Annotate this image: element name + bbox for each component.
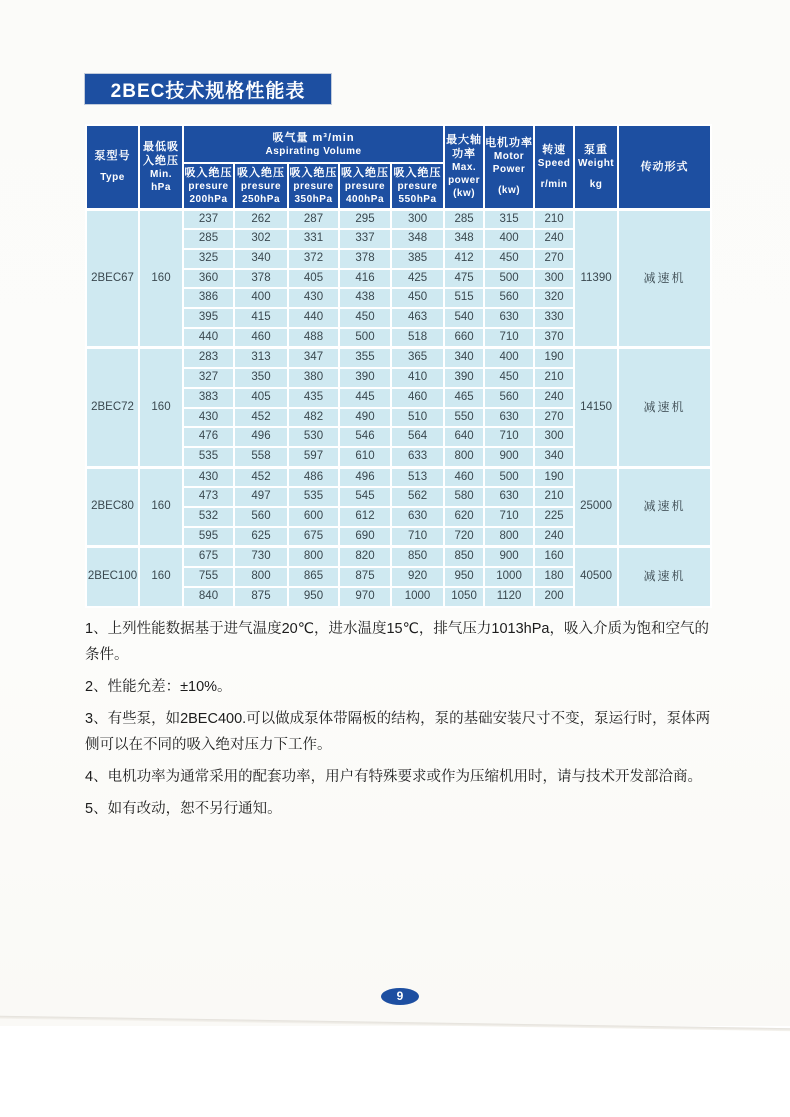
motor-power-cell: 710 — [484, 328, 534, 348]
header-drive-type: 传动形式 — [618, 125, 711, 209]
header-pressure-250: 吸入绝压 presure 250hPa — [234, 163, 288, 209]
max-power-cell: 720 — [444, 527, 484, 547]
max-power-cell: 580 — [444, 487, 484, 507]
motor-power-cell: 400 — [484, 348, 534, 368]
motor-power-cell: 710 — [484, 507, 534, 527]
volume-250-cell: 875 — [234, 587, 288, 607]
weight-cell: 14150 — [574, 348, 618, 467]
drive-type-cell: 减速机 — [618, 547, 711, 607]
motor-power-cell: 315 — [484, 209, 534, 229]
header-weight: 泵重 Weight kg — [574, 125, 618, 209]
max-power-cell: 515 — [444, 288, 484, 308]
volume-400-cell: 390 — [339, 368, 391, 388]
volume-550-cell: 425 — [391, 269, 444, 289]
volume-400-cell: 378 — [339, 249, 391, 269]
volume-200-cell: 360 — [183, 269, 234, 289]
volume-350-cell: 482 — [288, 408, 339, 428]
speed-cell: 370 — [534, 328, 574, 348]
volume-350-cell: 597 — [288, 447, 339, 467]
volume-350-cell: 950 — [288, 587, 339, 607]
volume-550-cell: 460 — [391, 388, 444, 408]
pump-type-cell: 2BEC80 — [86, 467, 139, 547]
max-power-cell: 465 — [444, 388, 484, 408]
max-power-cell: 285 — [444, 209, 484, 229]
volume-250-cell: 800 — [234, 567, 288, 587]
table-body — [86, 209, 711, 607]
max-power-cell: 850 — [444, 547, 484, 567]
volume-250-cell: 340 — [234, 249, 288, 269]
volume-250-cell: 378 — [234, 269, 288, 289]
volume-250-cell: 350 — [234, 368, 288, 388]
note-4: 4、电机功率为通常采用的配套功率，用户有特殊要求或作为压缩机用时，请与技术开发部洽商。 — [85, 769, 703, 785]
max-power-cell: 340 — [444, 348, 484, 368]
volume-250-cell: 460 — [234, 328, 288, 348]
page-number: 9 — [396, 989, 404, 1003]
header-motor-power: 电机功率 Motor Power (kw) — [484, 125, 534, 209]
volume-350-cell: 372 — [288, 249, 339, 269]
speed-cell: 300 — [534, 269, 574, 289]
speed-cell: 240 — [534, 229, 574, 249]
header-speed: 转速 Speed r/min — [534, 125, 574, 209]
max-power-cell: 412 — [444, 249, 484, 269]
table-header — [86, 125, 711, 209]
min-pressure-cell: 160 — [139, 467, 183, 547]
volume-350-cell: 488 — [288, 328, 339, 348]
volume-200-cell: 532 — [183, 507, 234, 527]
speed-cell: 270 — [534, 249, 574, 269]
motor-power-cell: 630 — [484, 408, 534, 428]
volume-250-cell: 302 — [234, 229, 288, 249]
volume-400-cell: 295 — [339, 209, 391, 229]
volume-550-cell: 513 — [391, 467, 444, 487]
motor-power-cell: 710 — [484, 427, 534, 447]
volume-400-cell: 450 — [339, 308, 391, 328]
motor-power-cell: 1000 — [484, 567, 534, 587]
volume-550-cell: 633 — [391, 447, 444, 467]
volume-550-cell: 518 — [391, 328, 444, 348]
volume-400-cell: 546 — [339, 427, 391, 447]
page-title-text: 2BEC技术规格性能表 — [110, 80, 306, 102]
volume-250-cell: 625 — [234, 527, 288, 547]
max-power-cell: 1050 — [444, 587, 484, 607]
motor-power-cell: 400 — [484, 229, 534, 249]
volume-400-cell: 970 — [339, 587, 391, 607]
max-power-cell: 800 — [444, 447, 484, 467]
max-power-cell: 640 — [444, 427, 484, 447]
pump-type-cell: 2BEC72 — [86, 348, 139, 467]
volume-200-cell: 430 — [183, 408, 234, 428]
note-1: 1、上列性能数据基于进气温度20℃，进水温度15℃，排气压力1013hPa，吸入介质为饱和空气的条件。 — [85, 621, 709, 663]
volume-250-cell: 560 — [234, 507, 288, 527]
volume-400-cell: 445 — [339, 388, 391, 408]
volume-550-cell: 450 — [391, 288, 444, 308]
volume-400-cell: 610 — [339, 447, 391, 467]
volume-350-cell: 405 — [288, 269, 339, 289]
volume-200-cell: 283 — [183, 348, 234, 368]
max-power-cell: 540 — [444, 308, 484, 328]
header-pressure-550: 吸入绝压 presure 550hPa — [391, 163, 444, 209]
volume-400-cell: 416 — [339, 269, 391, 289]
table-row — [86, 467, 711, 487]
header-pressure-200: 吸入绝压 presure 200hPa — [183, 163, 234, 209]
volume-550-cell: 630 — [391, 507, 444, 527]
volume-350-cell: 675 — [288, 527, 339, 547]
volume-350-cell: 331 — [288, 229, 339, 249]
max-power-cell: 475 — [444, 269, 484, 289]
page-number-badge — [381, 988, 419, 1005]
speed-cell: 160 — [534, 547, 574, 567]
volume-250-cell: 262 — [234, 209, 288, 229]
volume-350-cell: 535 — [288, 487, 339, 507]
motor-power-cell: 900 — [484, 547, 534, 567]
speed-cell: 210 — [534, 487, 574, 507]
max-power-cell: 550 — [444, 408, 484, 428]
volume-200-cell: 440 — [183, 328, 234, 348]
header-aspirating-volume: 吸气量 m³/min Aspirating Volume — [183, 125, 444, 163]
volume-250-cell: 452 — [234, 467, 288, 487]
max-power-cell: 950 — [444, 567, 484, 587]
motor-power-cell: 560 — [484, 388, 534, 408]
max-power-cell: 390 — [444, 368, 484, 388]
volume-200-cell: 675 — [183, 547, 234, 567]
header-pressure-400: 吸入绝压 presure 400hPa — [339, 163, 391, 209]
volume-550-cell: 463 — [391, 308, 444, 328]
weight-cell: 11390 — [574, 209, 618, 348]
volume-400-cell: 500 — [339, 328, 391, 348]
volume-550-cell: 564 — [391, 427, 444, 447]
motor-power-cell: 800 — [484, 527, 534, 547]
motor-power-cell: 630 — [484, 308, 534, 328]
speed-cell: 210 — [534, 209, 574, 229]
min-pressure-cell: 160 — [139, 209, 183, 348]
volume-550-cell: 410 — [391, 368, 444, 388]
volume-400-cell: 545 — [339, 487, 391, 507]
volume-550-cell: 850 — [391, 547, 444, 567]
header-min-pressure: 最低吸入绝压 Min. hPa — [139, 125, 183, 209]
spec-table — [85, 124, 712, 608]
volume-200-cell: 383 — [183, 388, 234, 408]
motor-power-cell: 450 — [484, 368, 534, 388]
min-pressure-cell: 160 — [139, 348, 183, 467]
volume-350-cell: 287 — [288, 209, 339, 229]
speed-cell: 210 — [534, 368, 574, 388]
volume-200-cell: 237 — [183, 209, 234, 229]
drive-type-cell: 减速机 — [618, 467, 711, 547]
volume-350-cell: 380 — [288, 368, 339, 388]
speed-cell: 270 — [534, 408, 574, 428]
volume-400-cell: 496 — [339, 467, 391, 487]
volume-200-cell: 395 — [183, 308, 234, 328]
volume-350-cell: 800 — [288, 547, 339, 567]
header-pressure-350: 吸入绝压 presure 350hPa — [288, 163, 339, 209]
volume-200-cell: 595 — [183, 527, 234, 547]
volume-400-cell: 355 — [339, 348, 391, 368]
motor-power-cell: 500 — [484, 467, 534, 487]
speed-cell: 300 — [534, 427, 574, 447]
table-row — [86, 348, 711, 368]
table-row — [86, 547, 711, 567]
volume-350-cell: 865 — [288, 567, 339, 587]
volume-200-cell: 840 — [183, 587, 234, 607]
volume-400-cell: 337 — [339, 229, 391, 249]
speed-cell: 190 — [534, 348, 574, 368]
volume-550-cell: 562 — [391, 487, 444, 507]
volume-250-cell: 730 — [234, 547, 288, 567]
volume-400-cell: 438 — [339, 288, 391, 308]
volume-250-cell: 496 — [234, 427, 288, 447]
speed-cell: 180 — [534, 567, 574, 587]
volume-400-cell: 490 — [339, 408, 391, 428]
speed-cell: 200 — [534, 587, 574, 607]
min-pressure-cell: 160 — [139, 547, 183, 607]
volume-200-cell: 327 — [183, 368, 234, 388]
motor-power-cell: 500 — [484, 269, 534, 289]
volume-400-cell: 612 — [339, 507, 391, 527]
note-5: 5、如有改动，恕不另行通知。 — [85, 801, 282, 817]
volume-350-cell: 600 — [288, 507, 339, 527]
volume-350-cell: 435 — [288, 388, 339, 408]
volume-250-cell: 313 — [234, 348, 288, 368]
volume-400-cell: 875 — [339, 567, 391, 587]
speed-cell: 190 — [534, 467, 574, 487]
motor-power-cell: 900 — [484, 447, 534, 467]
volume-550-cell: 710 — [391, 527, 444, 547]
volume-250-cell: 558 — [234, 447, 288, 467]
table-row — [86, 209, 711, 229]
volume-350-cell: 347 — [288, 348, 339, 368]
volume-250-cell: 452 — [234, 408, 288, 428]
max-power-cell: 460 — [444, 467, 484, 487]
weight-cell: 40500 — [574, 547, 618, 607]
volume-250-cell: 405 — [234, 388, 288, 408]
volume-400-cell: 690 — [339, 527, 391, 547]
speed-cell: 330 — [534, 308, 574, 328]
volume-200-cell: 476 — [183, 427, 234, 447]
page-title — [85, 74, 331, 104]
max-power-cell: 660 — [444, 328, 484, 348]
volume-250-cell: 497 — [234, 487, 288, 507]
volume-200-cell: 386 — [183, 288, 234, 308]
weight-cell: 25000 — [574, 467, 618, 547]
motor-power-cell: 630 — [484, 487, 534, 507]
speed-cell: 240 — [534, 388, 574, 408]
volume-200-cell: 285 — [183, 229, 234, 249]
speed-cell: 340 — [534, 447, 574, 467]
motor-power-cell: 560 — [484, 288, 534, 308]
volume-250-cell: 415 — [234, 308, 288, 328]
max-power-cell: 348 — [444, 229, 484, 249]
volume-200-cell: 430 — [183, 467, 234, 487]
volume-200-cell: 755 — [183, 567, 234, 587]
volume-350-cell: 486 — [288, 467, 339, 487]
drive-type-cell: 减速机 — [618, 348, 711, 467]
volume-550-cell: 385 — [391, 249, 444, 269]
volume-200-cell: 325 — [183, 249, 234, 269]
max-power-cell: 620 — [444, 507, 484, 527]
volume-350-cell: 430 — [288, 288, 339, 308]
volume-400-cell: 820 — [339, 547, 391, 567]
note-2: 2、性能允差：±10%。 — [85, 679, 232, 695]
volume-550-cell: 510 — [391, 408, 444, 428]
volume-550-cell: 348 — [391, 229, 444, 249]
pump-type-cell: 2BEC67 — [86, 209, 139, 348]
motor-power-cell: 450 — [484, 249, 534, 269]
pump-type-cell: 2BEC100 — [86, 547, 139, 607]
volume-550-cell: 365 — [391, 348, 444, 368]
header-max-power: 最大轴功率 Max. power (kw) — [444, 125, 484, 209]
speed-cell: 320 — [534, 288, 574, 308]
header-pump-type: 泵型号 Type — [86, 125, 139, 209]
volume-200-cell: 535 — [183, 447, 234, 467]
drive-type-cell: 减速机 — [618, 209, 711, 348]
volume-550-cell: 300 — [391, 209, 444, 229]
volume-250-cell: 400 — [234, 288, 288, 308]
volume-350-cell: 530 — [288, 427, 339, 447]
volume-550-cell: 920 — [391, 567, 444, 587]
notes-section — [85, 616, 717, 828]
volume-350-cell: 440 — [288, 308, 339, 328]
speed-cell: 225 — [534, 507, 574, 527]
volume-200-cell: 473 — [183, 487, 234, 507]
note-3: 3、有些泵，如2BEC400.可以做成泵体带隔板的结构，泵的基础安装尺寸不变，泵运行时，泵体两侧可以在不同的吸入绝对压力下工作。 — [85, 711, 711, 753]
motor-power-cell: 1120 — [484, 587, 534, 607]
speed-cell: 240 — [534, 527, 574, 547]
volume-550-cell: 1000 — [391, 587, 444, 607]
